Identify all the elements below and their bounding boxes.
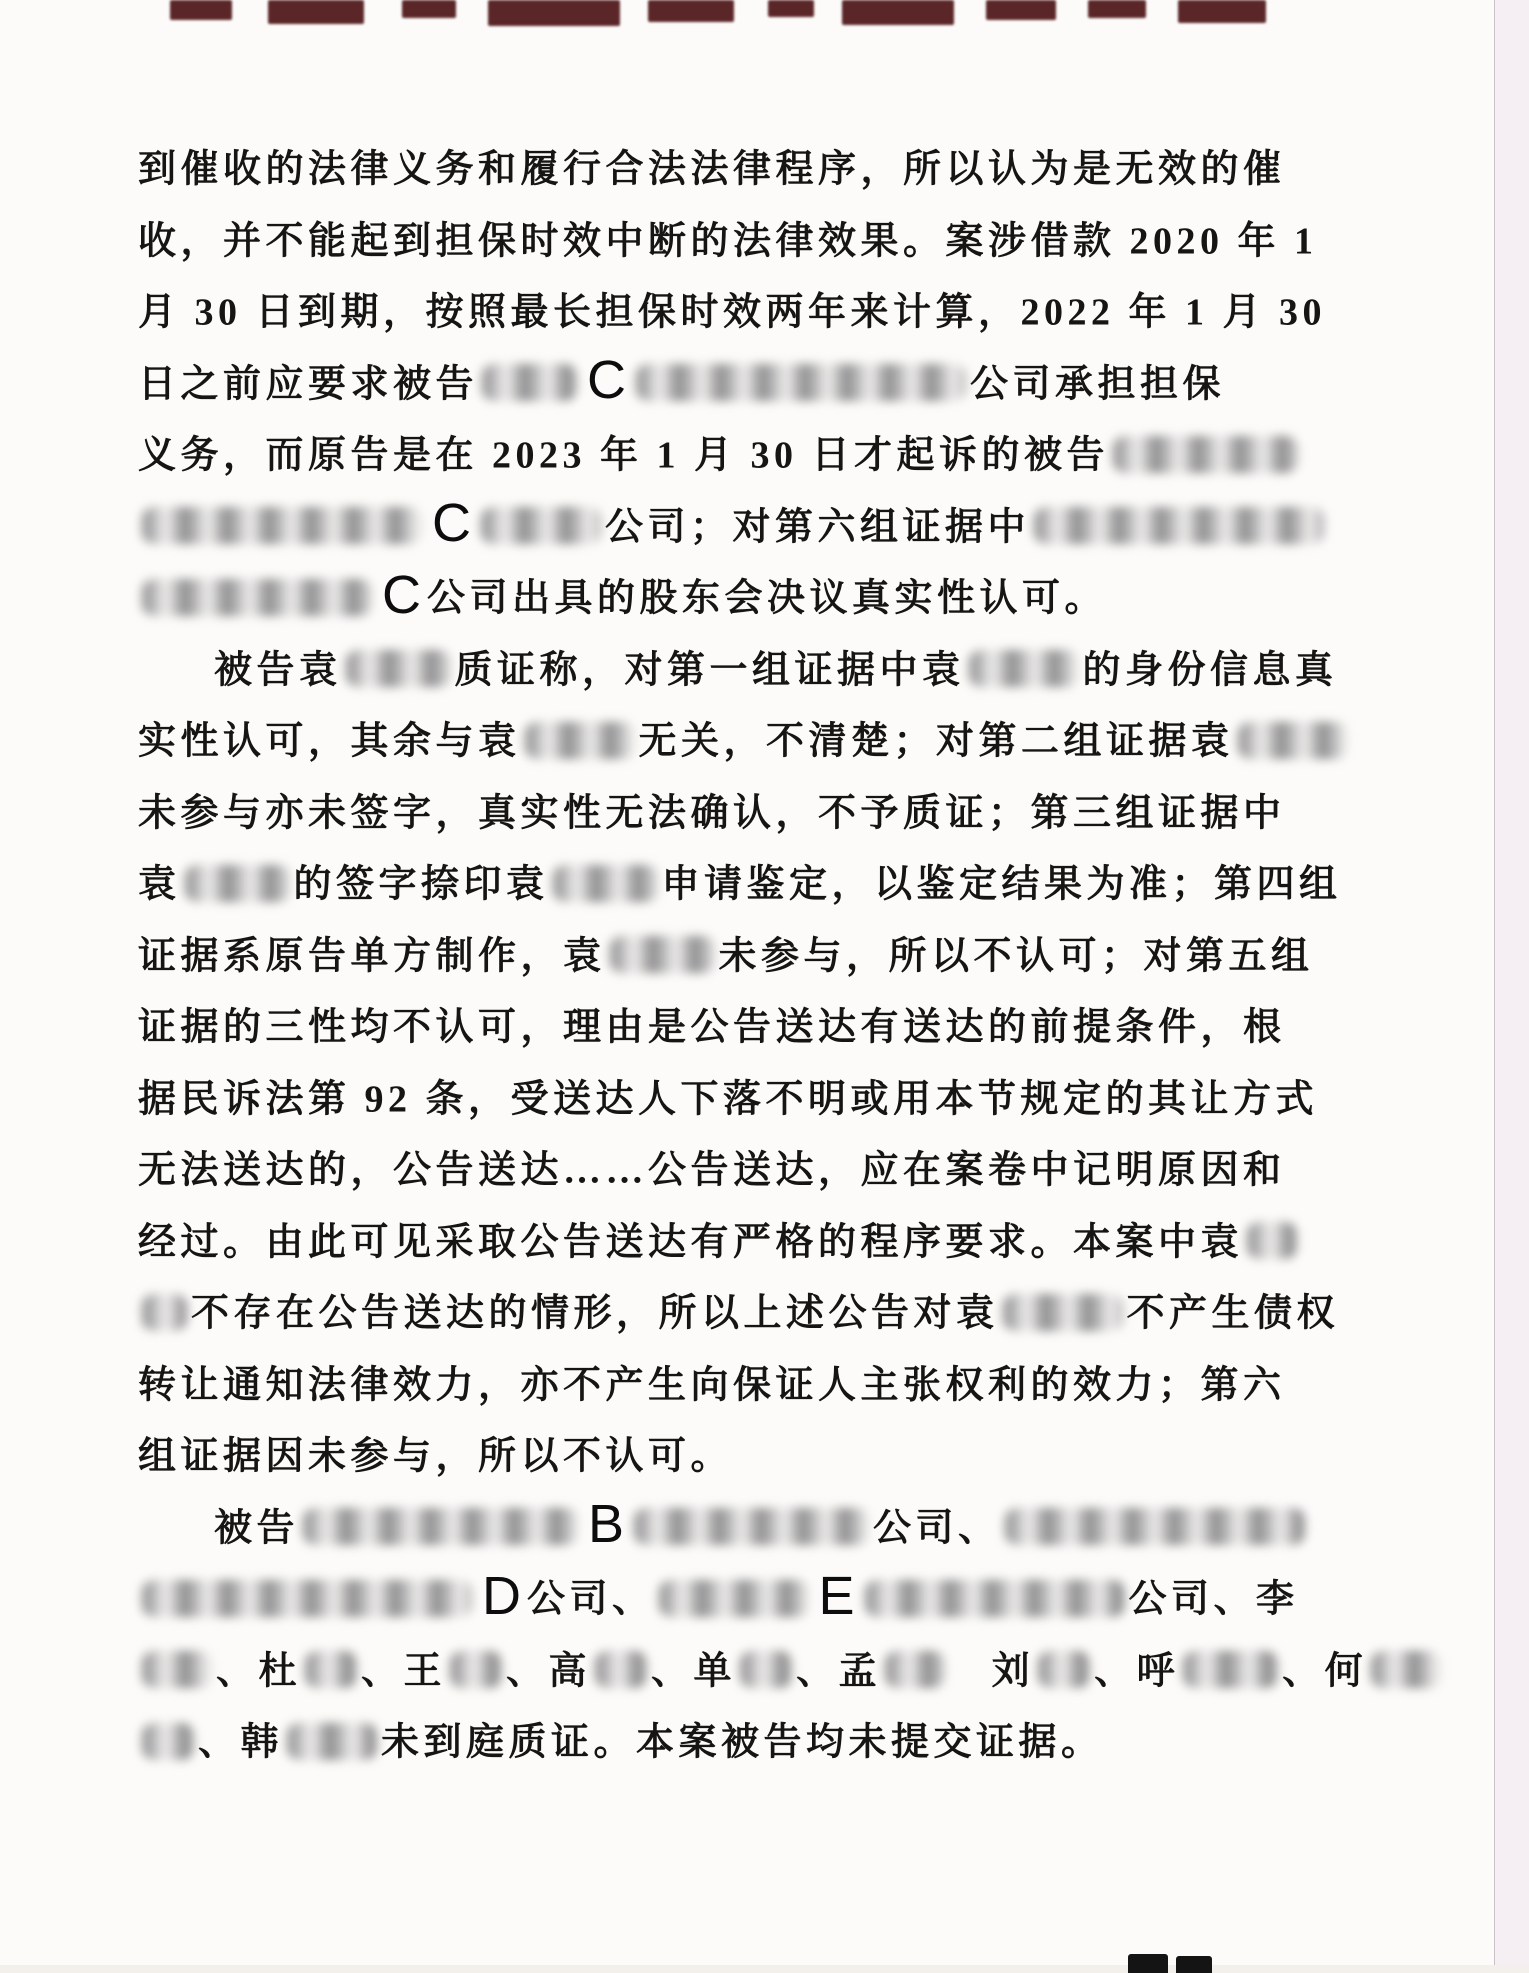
document-line	[138, 1062, 1319, 1134]
document-line	[138, 561, 1298, 633]
top-cutoff-fragment	[402, 0, 456, 18]
document-line	[138, 1205, 1298, 1277]
document-line	[138, 1491, 1298, 1563]
text-run: 质证称，对第一组证据中袁	[454, 649, 965, 692]
top-cutoff-fragment	[170, 0, 232, 20]
redaction-blur	[287, 1723, 377, 1760]
text-run: 证据的三性均不认可，理由是公告送达有送达的前提条件，根	[138, 1006, 1286, 1049]
text-run: 、韩	[198, 1721, 284, 1764]
text-run: 公司；对第六组证据中	[605, 506, 1031, 549]
redaction-blur	[1003, 1294, 1123, 1331]
document-line	[138, 1276, 1340, 1348]
scan-edge-band	[1495, 0, 1529, 1973]
text-run: 收，并不能起到担保时效中断的法律效果。案涉借款 2020 年 1	[138, 220, 1318, 263]
bottom-cutoff-fragment	[1176, 1956, 1212, 1973]
redaction-blur	[553, 865, 658, 902]
redaction-blur	[185, 865, 290, 902]
text-run: 、高	[506, 1650, 592, 1693]
text-run: 的签字捺印袁	[293, 863, 549, 906]
redaction-blur	[595, 1651, 647, 1688]
text-run: 、单	[651, 1650, 737, 1693]
text-run: 日之前应要求被告	[138, 363, 479, 406]
text-run: 证据系原告单方制作，袁	[138, 935, 606, 978]
document-line	[138, 847, 1342, 919]
annotation-label-c: C	[432, 493, 471, 554]
text-run: 、王	[361, 1650, 447, 1693]
text-run: 到催收的法律义务和履行合法法律程序，所以认为是无效的催	[138, 148, 1286, 191]
annotation-label-d: D	[482, 1565, 521, 1626]
text-run: 、何	[1282, 1650, 1368, 1693]
text-run: 月 30 日到期，按照最长担保时效两年来计算，2022 年 1 月 30	[138, 291, 1327, 334]
bottom-cutoff-fragment	[1128, 1954, 1168, 1973]
page-top-cutoff-artifacts	[0, 0, 1529, 38]
annotation-label-c: C	[382, 564, 421, 625]
redaction-blur	[1005, 1508, 1305, 1545]
text-run: 的身份信息真	[1082, 649, 1338, 692]
redaction-blur	[525, 722, 635, 759]
text-run: 据民诉法第 92 条，受送达人下落不明或用本节规定的其让方式	[138, 1078, 1319, 1121]
document-line	[138, 919, 1314, 991]
text-run: 被告袁	[214, 649, 342, 692]
top-cutoff-fragment	[768, 0, 814, 17]
document-line	[138, 490, 1298, 562]
top-cutoff-fragment	[268, 0, 364, 24]
top-cutoff-fragment	[488, 0, 620, 26]
redaction-blur	[1183, 1651, 1278, 1688]
top-cutoff-fragment	[986, 0, 1056, 20]
top-cutoff-fragment	[1178, 0, 1266, 23]
redaction-blur	[142, 579, 372, 616]
text-run: 、孟	[796, 1650, 882, 1693]
text-run: 、杜	[216, 1650, 302, 1693]
text-run: 、呼	[1094, 1650, 1180, 1693]
text-run: 公司、	[527, 1578, 655, 1621]
top-cutoff-fragment	[1088, 0, 1146, 18]
annotation-label-e: E	[818, 1565, 855, 1626]
text-run: 经过。由此可见采取公告送达有严格的程序要求。本案中袁	[138, 1221, 1244, 1264]
document-line	[138, 1133, 1298, 1205]
annotation-label-c: C	[587, 350, 627, 411]
document-line	[138, 204, 1318, 276]
redaction-blur	[865, 1580, 1125, 1617]
text-run: 未参与，所以不认可；对第五组	[718, 935, 1314, 978]
document-line	[138, 704, 1298, 776]
redaction-blur	[142, 1580, 472, 1617]
text-run: 实性认可，其余与袁	[138, 720, 521, 763]
redaction-blur	[1034, 507, 1324, 544]
text-run: 不存在公告送达的情形，所以上述公告对袁	[191, 1292, 999, 1335]
top-cutoff-fragment	[648, 0, 734, 22]
document-line	[138, 1562, 1298, 1634]
redaction-blur	[740, 1651, 792, 1688]
document-line	[138, 275, 1327, 347]
redaction-blur	[610, 936, 715, 973]
redaction-blur	[659, 1580, 809, 1617]
redaction-blur	[450, 1651, 502, 1688]
document-line	[138, 633, 1338, 705]
text-run: 义务，而原告是在 2023 年 1 月 30 日才起诉的被告	[138, 434, 1110, 477]
redaction-blur	[142, 1723, 194, 1760]
redaction-blur	[1113, 436, 1298, 473]
text-run: 无法送达的，公告送达……公告送达，应在案卷中记明原因和	[138, 1149, 1286, 1192]
redaction-blur	[346, 650, 451, 687]
redaction-blur	[142, 1651, 212, 1688]
redaction-blur	[885, 1651, 945, 1688]
document-line	[138, 776, 1298, 848]
text-run: 公司、	[873, 1507, 1001, 1550]
redaction-blur	[303, 1508, 578, 1545]
text-run: 公司承担担保	[970, 363, 1226, 406]
top-cutoff-fragment	[842, 0, 954, 25]
redaction-blur	[636, 364, 966, 401]
redaction-blur	[1038, 1651, 1090, 1688]
scan-bottom-shade	[0, 1965, 1529, 1973]
document-line	[138, 1419, 1298, 1491]
document-line	[138, 1348, 1298, 1420]
text-run: 公司、李	[1128, 1578, 1299, 1621]
redaction-blur	[305, 1651, 357, 1688]
text-run: 袁	[138, 863, 181, 906]
annotation-label-b: B	[588, 1494, 625, 1555]
redaction-blur	[142, 507, 422, 544]
document-line	[138, 132, 1298, 204]
text-run: 未参与亦未签字，真实性无法确认，不予质证；第三组证据中	[138, 792, 1286, 835]
text-run: 未到庭质证。本案被告均未提交证据。	[381, 1721, 1104, 1764]
text-run: 组证据因未参与，所以不认可。	[138, 1435, 734, 1478]
redaction-blur	[969, 650, 1079, 687]
document-line	[138, 1705, 1298, 1777]
text-run: 公司出具的股东会决议真实性认可。	[427, 577, 1108, 620]
redaction-blur	[482, 364, 577, 401]
document-line	[138, 418, 1298, 490]
text-run: 被告	[214, 1507, 300, 1550]
redaction-blur	[634, 1508, 869, 1545]
document-line	[138, 990, 1298, 1062]
text-run: 申请鉴定，以鉴定结果为准；第四组	[661, 863, 1342, 906]
text-run: 无关，不清楚；对第二组证据袁	[638, 720, 1234, 763]
text-run: 转让通知法律效力，亦不产生向保证人主张权利的效力；第六	[138, 1364, 1286, 1407]
text-run: 刘	[949, 1650, 1035, 1693]
document-line	[138, 347, 1298, 419]
redaction-blur	[1238, 722, 1348, 759]
redaction-blur	[1371, 1651, 1441, 1688]
document-line	[138, 1634, 1368, 1706]
redaction-blur	[142, 1294, 187, 1331]
redaction-blur	[1247, 1222, 1297, 1259]
text-run: 不产生债权	[1126, 1292, 1340, 1335]
document-text-column	[138, 132, 1368, 1777]
redaction-blur	[481, 507, 601, 544]
